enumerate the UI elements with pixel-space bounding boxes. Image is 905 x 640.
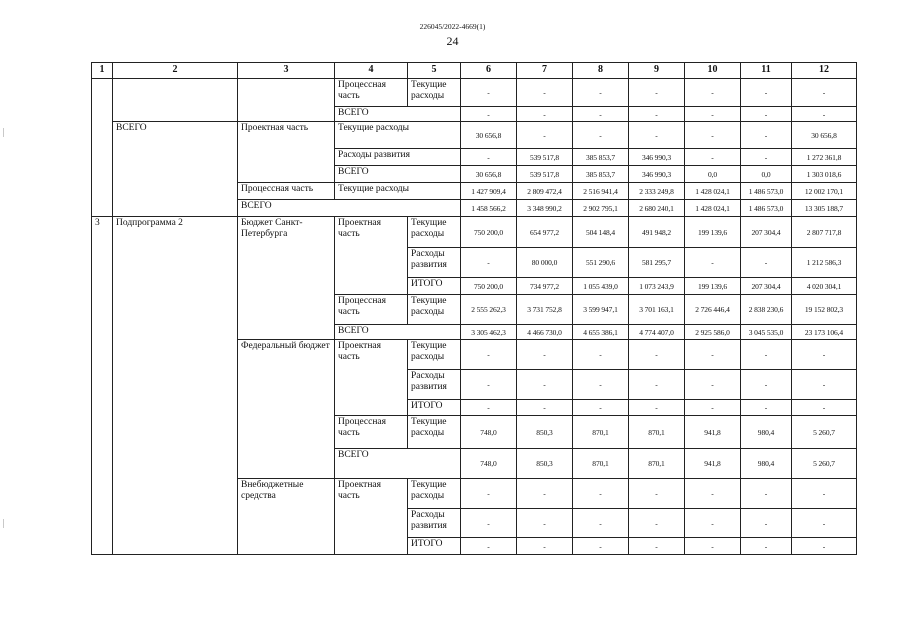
value-cell: -	[461, 79, 517, 107]
value-cell: -	[461, 370, 517, 400]
value-cell: 870,1	[629, 449, 685, 479]
value-cell: -	[629, 79, 685, 107]
part-cell: Проектная часть	[335, 217, 408, 295]
value-cell: 491 948,2	[629, 217, 685, 248]
row-number-cell: 3	[92, 217, 113, 555]
value-cell: 385 853,7	[573, 166, 629, 183]
column-header: 12	[792, 63, 857, 79]
value-cell: -	[517, 370, 573, 400]
budget-table	[91, 62, 857, 555]
total-label-cell: ВСЕГО	[335, 166, 461, 183]
value-cell: -	[685, 122, 741, 149]
value-cell: 1 486 573,0	[741, 200, 792, 217]
value-cell: -	[741, 122, 792, 149]
value-cell: -	[573, 107, 629, 122]
value-cell: -	[792, 538, 857, 555]
part-cell: Проектная часть	[335, 479, 408, 555]
value-cell: 539 517,8	[517, 166, 573, 183]
value-cell: 2 807 717,8	[792, 217, 857, 248]
value-cell: -	[685, 340, 741, 370]
total-label-cell: ВСЕГО	[335, 325, 461, 340]
value-cell: -	[792, 107, 857, 122]
value-cell: -	[573, 538, 629, 555]
value-cell: -	[741, 248, 792, 278]
value-cell: 581 295,7	[629, 248, 685, 278]
value-cell: 654 977,2	[517, 217, 573, 248]
value-cell: -	[741, 79, 792, 107]
value-cell: 5 260,7	[792, 449, 857, 479]
value-cell: -	[741, 400, 792, 416]
value-cell: 80 000,0	[517, 248, 573, 278]
expense-type-cell: Текущие расходы	[408, 416, 461, 449]
page-number: 24	[446, 34, 459, 48]
value-cell: 980,4	[741, 449, 792, 479]
column-header: 7	[517, 63, 573, 79]
value-cell: -	[685, 370, 741, 400]
value-cell: -	[573, 79, 629, 107]
value-cell: 3 348 990,2	[517, 200, 573, 217]
expense-type-cell: Текущие расходы	[335, 122, 461, 149]
value-cell: 30 656,8	[461, 122, 517, 149]
value-cell: 0,0	[685, 166, 741, 183]
value-cell: 207 304,4	[741, 278, 792, 295]
column-header: 11	[741, 63, 792, 79]
column-header: 4	[335, 63, 408, 79]
expense-type-cell: Текущие расходы	[408, 79, 461, 107]
value-cell: 1 212 586,3	[792, 248, 857, 278]
column-header: 2	[113, 63, 238, 79]
value-cell: -	[461, 538, 517, 555]
total-label-cell: ИТОГО	[408, 278, 461, 295]
value-cell: -	[573, 370, 629, 400]
value-cell: -	[573, 509, 629, 538]
table-row	[92, 63, 857, 79]
part-cell: Проектная часть	[335, 340, 408, 416]
value-cell: 23 173 106,4	[792, 325, 857, 340]
expense-type-cell: Текущие расходы	[335, 183, 461, 200]
value-cell: 1 458 566,2	[461, 200, 517, 217]
value-cell: 1 055 439,0	[573, 278, 629, 295]
value-cell: 12 002 170,1	[792, 183, 857, 200]
value-cell: -	[685, 479, 741, 509]
value-cell: 2 680 240,1	[629, 200, 685, 217]
value-cell: -	[461, 340, 517, 370]
value-cell: -	[685, 509, 741, 538]
value-cell: 2 838 230,6	[741, 295, 792, 325]
value-cell: 2 902 795,1	[573, 200, 629, 217]
value-cell: 1 073 243,9	[629, 278, 685, 295]
value-cell: -	[629, 107, 685, 122]
expense-type-cell: Текущие расходы	[408, 479, 461, 509]
value-cell: -	[629, 400, 685, 416]
value-cell: 4 655 386,1	[573, 325, 629, 340]
value-cell: -	[685, 107, 741, 122]
value-cell: 2 809 472,4	[517, 183, 573, 200]
part-cell: Процессная часть	[335, 416, 408, 449]
value-cell: -	[792, 479, 857, 509]
value-cell: -	[792, 400, 857, 416]
value-cell: -	[629, 340, 685, 370]
value-cell: 2 555 262,3	[461, 295, 517, 325]
value-cell: -	[517, 479, 573, 509]
name-cell: ВСЕГО	[113, 122, 238, 217]
value-cell: -	[461, 149, 517, 166]
value-cell: 30 656,8	[461, 166, 517, 183]
value-cell: -	[741, 370, 792, 400]
document-id: 226045/2022-4669(1)	[419, 22, 486, 31]
value-cell: -	[517, 340, 573, 370]
source-cell	[238, 79, 335, 122]
value-cell: 748,0	[461, 416, 517, 449]
value-cell: 750 200,0	[461, 217, 517, 248]
expense-type-cell: Расходы развития	[408, 370, 461, 400]
value-cell: -	[573, 340, 629, 370]
value-cell: 2 726 446,4	[685, 295, 741, 325]
value-cell: 199 139,6	[685, 217, 741, 248]
value-cell: -	[517, 107, 573, 122]
value-cell: -	[629, 479, 685, 509]
value-cell: -	[573, 479, 629, 509]
value-cell: -	[792, 509, 857, 538]
part-cell: Процессная часть	[238, 183, 335, 200]
source-cell: Федеральный бюджет	[238, 340, 335, 479]
value-cell: -	[792, 340, 857, 370]
value-cell: -	[792, 370, 857, 400]
value-cell: 750 200,0	[461, 278, 517, 295]
value-cell: 4 466 730,0	[517, 325, 573, 340]
value-cell: 870,1	[573, 416, 629, 449]
row-number-cell	[92, 79, 113, 217]
value-cell: -	[517, 400, 573, 416]
part-cell: Процессная часть	[335, 295, 408, 325]
expense-type-cell: Текущие расходы	[408, 217, 461, 248]
value-cell: 0,0	[741, 166, 792, 183]
value-cell: -	[741, 479, 792, 509]
value-cell: 1 428 024,1	[685, 200, 741, 217]
value-cell: -	[792, 79, 857, 107]
value-cell: -	[517, 122, 573, 149]
value-cell: 199 139,6	[685, 278, 741, 295]
value-cell: 13 305 188,7	[792, 200, 857, 217]
value-cell: -	[741, 538, 792, 555]
value-cell: 3 731 752,8	[517, 295, 573, 325]
value-cell: -	[573, 400, 629, 416]
value-cell: 870,1	[573, 449, 629, 479]
value-cell: -	[517, 538, 573, 555]
value-cell: 5 260,7	[792, 416, 857, 449]
expense-type-cell: Расходы развития	[408, 509, 461, 538]
value-cell: 3 701 163,1	[629, 295, 685, 325]
total-label-cell: ВСЕГО	[335, 107, 461, 122]
value-cell: -	[685, 149, 741, 166]
value-cell: 3 599 947,1	[573, 295, 629, 325]
source-cell: Внебюджетные средства	[238, 479, 335, 555]
value-cell: -	[685, 248, 741, 278]
value-cell: 2 516 941,4	[573, 183, 629, 200]
value-cell: 850,3	[517, 416, 573, 449]
value-cell: 385 853,7	[573, 149, 629, 166]
value-cell: -	[573, 122, 629, 149]
column-header: 10	[685, 63, 741, 79]
value-cell: 539 517,8	[517, 149, 573, 166]
value-cell: 1 303 018,6	[792, 166, 857, 183]
value-cell: 207 304,4	[741, 217, 792, 248]
part-cell: Процессная часть	[335, 79, 408, 107]
value-cell: 19 152 802,3	[792, 295, 857, 325]
source-cell: Бюджет Санкт-Петербурга	[238, 217, 335, 340]
value-cell: -	[629, 122, 685, 149]
expense-type-cell: Расходы развития	[408, 248, 461, 278]
value-cell: -	[629, 370, 685, 400]
value-cell: -	[461, 107, 517, 122]
value-cell: 980,4	[741, 416, 792, 449]
column-header: 6	[461, 63, 517, 79]
value-cell: 941,8	[685, 449, 741, 479]
value-cell: 2 925 586,0	[685, 325, 741, 340]
value-cell: -	[685, 400, 741, 416]
total-label-cell: ИТОГО	[408, 538, 461, 555]
value-cell: -	[629, 509, 685, 538]
value-cell: 850,3	[517, 449, 573, 479]
value-cell: -	[685, 538, 741, 555]
value-cell: 30 656,8	[792, 122, 857, 149]
column-header: 9	[629, 63, 685, 79]
expense-type-cell: Текущие расходы	[408, 340, 461, 370]
total-label-cell: ВСЕГО	[335, 449, 461, 479]
part-cell: Проектная часть	[238, 122, 335, 183]
name-cell: Подпрограмма 2	[113, 217, 238, 555]
value-cell: -	[517, 79, 573, 107]
value-cell: -	[461, 509, 517, 538]
expense-type-cell: Текущие расходы	[408, 295, 461, 325]
value-cell: 1 428 024,1	[685, 183, 741, 200]
value-cell: -	[741, 107, 792, 122]
value-cell: -	[741, 509, 792, 538]
total-label-cell: ВСЕГО	[238, 200, 461, 217]
expense-type-cell: Расходы развития	[335, 149, 461, 166]
value-cell: 748,0	[461, 449, 517, 479]
value-cell: 941,8	[685, 416, 741, 449]
value-cell: 3 045 535,0	[741, 325, 792, 340]
value-cell: 870,1	[629, 416, 685, 449]
column-header: 5	[408, 63, 461, 79]
value-cell: 4 020 304,1	[792, 278, 857, 295]
value-cell: -	[461, 400, 517, 416]
scan-margin-mark	[3, 128, 4, 137]
value-cell: 504 148,4	[573, 217, 629, 248]
value-cell: -	[461, 479, 517, 509]
column-header: 1	[92, 63, 113, 79]
column-header: 3	[238, 63, 335, 79]
value-cell: 2 333 249,8	[629, 183, 685, 200]
value-cell: 3 305 462,3	[461, 325, 517, 340]
value-cell: 1 486 573,0	[741, 183, 792, 200]
name-cell	[113, 79, 238, 122]
value-cell: -	[685, 79, 741, 107]
value-cell: 551 290,6	[573, 248, 629, 278]
value-cell: 346 990,3	[629, 149, 685, 166]
column-header: 8	[573, 63, 629, 79]
value-cell: -	[517, 509, 573, 538]
value-cell: -	[741, 340, 792, 370]
value-cell: 346 990,3	[629, 166, 685, 183]
value-cell: -	[741, 149, 792, 166]
value-cell: 1 427 909,4	[461, 183, 517, 200]
value-cell: 1 272 361,8	[792, 149, 857, 166]
value-cell: -	[629, 538, 685, 555]
value-cell: 734 977,2	[517, 278, 573, 295]
table-row	[92, 217, 857, 248]
value-cell: 4 774 407,0	[629, 325, 685, 340]
total-label-cell: ИТОГО	[408, 400, 461, 416]
scan-margin-mark	[3, 519, 4, 528]
table-row	[92, 79, 857, 107]
value-cell: -	[461, 248, 517, 278]
table-row	[92, 122, 857, 149]
